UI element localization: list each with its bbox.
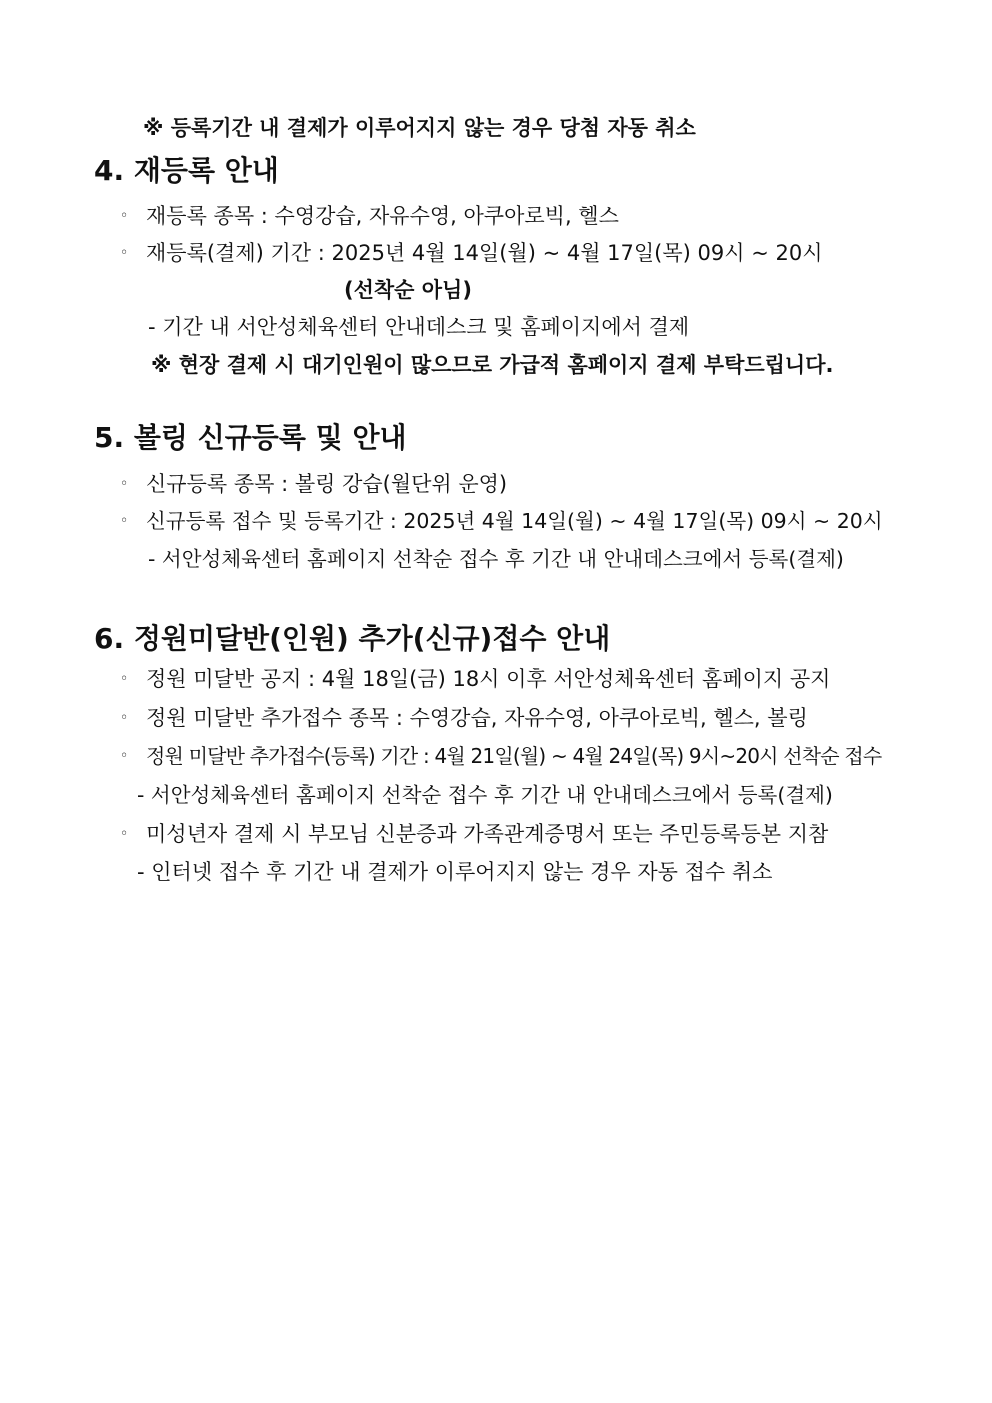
section4-heading: 4. 재등록 안내 xyxy=(94,154,279,187)
section6-item-1 xyxy=(120,665,830,693)
section5-sub-1: - 서안성체육센터 홈페이지 선착순 접수 후 기간 내 안내데스크에서 등록(결제) xyxy=(148,547,844,571)
section6-item-3-text: 정원 미달반 추가접수(등록) 기간 : 4월 21일(월) ~ 4월 24일(목) 9시~20시 선착순 접수 xyxy=(146,744,882,768)
section4-item-1-text: 재등록 종목 : 수영강습, 자유수영, 아쿠아로빅, 헬스 xyxy=(146,204,619,228)
section5-heading: 5. 볼링 신규등록 및 안내 xyxy=(94,421,407,454)
section6-sub-1: - 서안성체육센터 홈페이지 선착순 접수 후 기간 내 안내데스크에서 등록(결제) xyxy=(137,783,833,807)
bullet-icon: ◦ xyxy=(120,710,129,726)
bullet-icon: ◦ xyxy=(120,208,129,224)
section4-notice: ※ 현장 결제 시 대기인원이 많으므로 가급적 홈페이지 결제 부탁드립니다. xyxy=(151,353,834,377)
section5-item-1-text: 신규등록 종목 : 볼링 강습(월단위 운영) xyxy=(146,472,508,496)
section6-item-3 xyxy=(120,742,881,770)
section6-item-4 xyxy=(120,820,828,848)
section5-item-2 xyxy=(120,507,883,535)
section6-heading: 6. 정원미달반(인원) 추가(신규)접수 안내 xyxy=(94,622,611,655)
section4-item-1 xyxy=(120,202,619,230)
section5-item-2-text: 신규등록 접수 및 등록기간 : 2025년 4월 14일(월) ~ 4월 17일(목) 09시 ~ 20시 xyxy=(146,509,883,533)
bullet-icon: ◦ xyxy=(120,826,129,842)
section4-sub-1: - 기간 내 서안성체육센터 안내데스크 및 홈페이지에서 결제 xyxy=(148,315,690,339)
bullet-icon: ◦ xyxy=(120,245,129,261)
notice-top: ※ 등록기간 내 결제가 이루어지지 않는 경우 당첨 자동 취소 xyxy=(143,116,696,140)
bullet-icon: ◦ xyxy=(120,513,129,529)
section4-item-2 xyxy=(120,239,822,267)
bullet-icon: ◦ xyxy=(120,671,129,687)
section5-item-1 xyxy=(120,470,507,498)
section6-item-2-text: 정원 미달반 추가접수 종목 : 수영강습, 자유수영, 아쿠아로빅, 헬스, 볼링 xyxy=(146,706,808,730)
section6-item-1-text: 정원 미달반 공지 : 4월 18일(금) 18시 이후 서안성체육센터 홈페이지 공지 xyxy=(146,667,831,691)
section4-item-2-note: (선착순 아님) xyxy=(344,278,472,302)
section6-item-2 xyxy=(120,704,808,732)
bullet-icon: ◦ xyxy=(120,476,129,492)
section6-sub-2: - 인터넷 접수 후 기간 내 결제가 이루어지지 않는 경우 자동 접수 취소 xyxy=(137,860,773,884)
section6-item-4-text: 미성년자 결제 시 부모님 신분증과 가족관계증명서 또는 주민등록등본 지참 xyxy=(146,822,829,846)
bullet-icon: ◦ xyxy=(120,748,128,764)
section4-item-2-text: 재등록(결제) 기간 : 2025년 4월 14일(월) ~ 4월 17일(목) 09시 ~ 20시 xyxy=(146,241,823,265)
